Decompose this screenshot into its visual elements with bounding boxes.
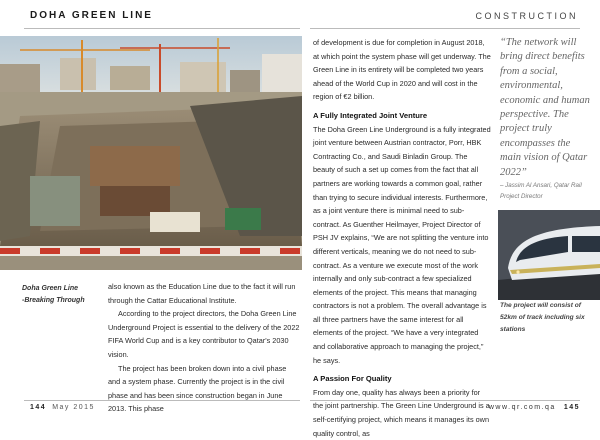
col2-paragraph-1: of development is due for completion in August 2018, at which point the system phase will get underway. The Green Line in its entirety will be completed two years ahead of the World Cup in 2020 and will cost in the region of €2 billion. bbox=[313, 38, 491, 102]
page-number-right: 145 bbox=[563, 404, 580, 411]
construction-site-illustration bbox=[0, 36, 302, 270]
article-column-1 bbox=[108, 280, 300, 416]
footer-right bbox=[489, 404, 580, 411]
header-rule-left bbox=[24, 28, 300, 29]
footer-left bbox=[30, 404, 95, 411]
metro-train-illustration bbox=[498, 210, 600, 300]
header-rule-right bbox=[310, 28, 580, 29]
col2-paragraph-2: The Doha Green Line Underground is a fully integrated joint venture between Austrian contractor, Porr, HBK Contracting Co., and Saudi Binladin Group. The beauty of such a set up comes from the fact that all partners are working towards a common goal, rather than trying to secure individual interests. Furthermore, as a joint venture there is minimal need to sub-contract. As Guenther Heilmayer, Project Director of PSH JV explains, “We are not splitting the venture into different verticals, meaning we do not need to sub-contract. As a venture we execute most of the work internally and only sub-contract a few specialized elements of the project. This means that managing contractors is not a problem. The overall advantage is all three partners have the same interest for all elements of the project. “We have a very integrated and collaborative approach to managing the project,” he says. bbox=[313, 124, 491, 365]
footer-rule-right bbox=[310, 400, 580, 401]
footer-rule-left bbox=[24, 400, 300, 401]
pull-quote: “The network will bring direct benefits from a social, environmental, economic and human perspective. The project truly encompasses the main vision of Qatar 2022” bbox=[500, 37, 590, 178]
photo-caption-line1: Doha Green Line bbox=[22, 285, 79, 292]
col1-paragraph-1: also known as the Education Line due to the fact it will run through the Cattar Educational Institute. bbox=[108, 282, 296, 305]
heading-joint-venture: A Fully Integrated Joint Venture bbox=[313, 110, 428, 120]
col2-paragraph-3: From day one, quality has always been a priority for the joint partnership. The Green Line Underground is a self-certifying project, which means it manages its own quality control, as bbox=[313, 387, 490, 438]
pull-quote-attribution: – Jassim Al Ansari, Qatar Rail Project Director bbox=[500, 182, 582, 200]
section-title-right: CONSTRUCTION bbox=[475, 11, 578, 21]
heading-passion-for-quality: A Passion For Quality bbox=[313, 374, 392, 384]
col1-paragraph-3: The project has been broken down into a civil phase and a system phase. Currently the project is in the civil phase and has been since construction began in June 2013. This phase bbox=[108, 363, 287, 414]
construction-site-photo bbox=[0, 36, 302, 270]
photo-caption bbox=[22, 283, 92, 307]
train-photo bbox=[498, 210, 600, 300]
photo-caption-line2: -Breaking Through bbox=[22, 297, 85, 304]
page-number-left: 144 bbox=[30, 404, 47, 411]
website-url: www.qr.com.qa bbox=[488, 404, 556, 411]
issue-date: May 2015 bbox=[52, 404, 95, 411]
train-caption: The project will consist of 52km of track including six stations bbox=[500, 302, 585, 333]
article-column-2 bbox=[313, 36, 491, 440]
section-title-left: DOHA GREEN LINE bbox=[30, 10, 153, 21]
col1-paragraph-2: According to the project directors, the Doha Green Line Underground Project is essential to the delivery of the 2022 FIFA World Cup and is a key contributor to Qatar's 2030 vision. bbox=[108, 309, 300, 359]
